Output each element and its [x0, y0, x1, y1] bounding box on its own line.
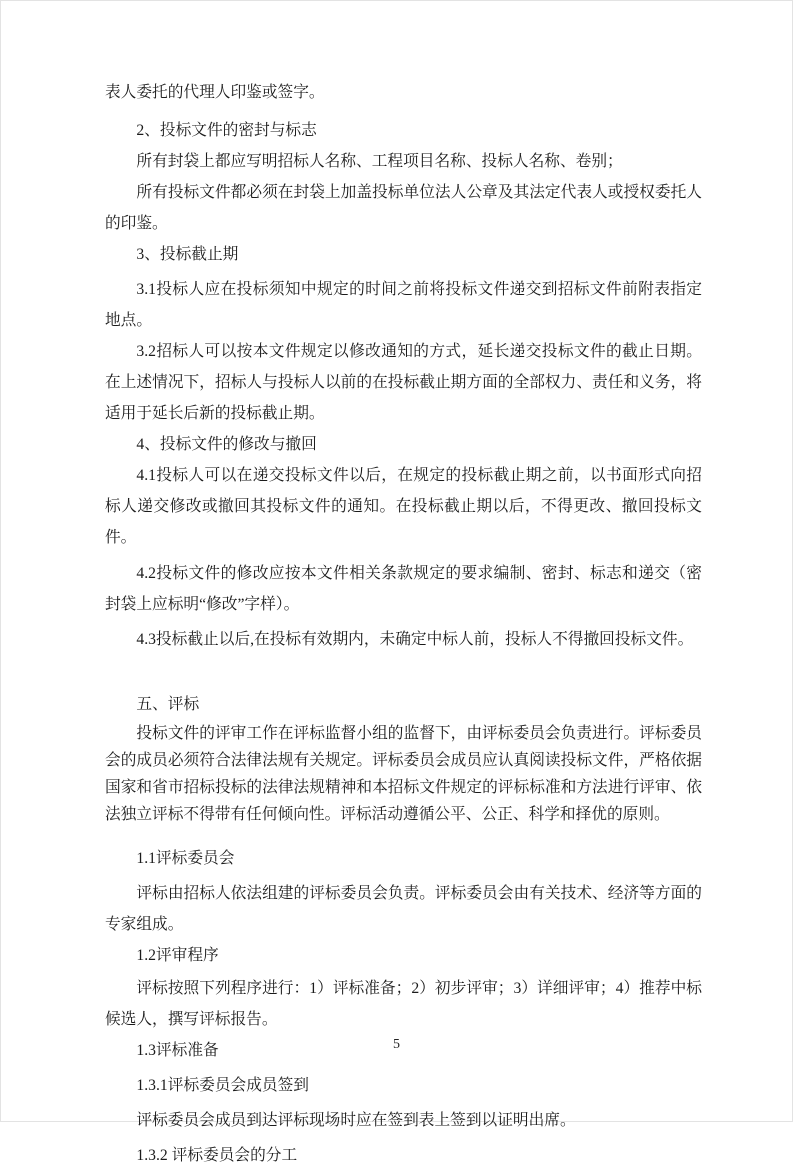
page-number: 5 [393, 1037, 400, 1052]
clause-1-2-heading-review-procedure: 1.2评审程序 [136, 947, 219, 964]
clause-4-3-no-withdrawal: 4.3投标截止以后,在投标有效期内，未确定中标人前，投标人不得撤回投标文件。 [136, 631, 694, 648]
clause-1-3-1-heading-member-signin: 1.3.1评标委员会成员签到 [136, 1077, 309, 1094]
para-signin-sheet: 评标委员会成员到达评标现场时应在签到表上签到以证明出席。 [136, 1112, 576, 1129]
para-envelope-stamping: 所有投标文件都必须在封袋上加盖投标单位法人公章及其法定代表人或授权委托人的印鉴。 [105, 184, 702, 232]
clause-4-heading-modification-withdrawal: 4、投标文件的修改与撤回 [136, 436, 317, 453]
clause-1-1-heading-evaluation-committee: 1.1评标委员会 [136, 850, 235, 867]
para-committee-composition: 评标由招标人依法组建的评标委员会负责。评标委员会由有关技术、经济等方面的专家组成。 [105, 885, 702, 933]
para-envelope-labeling: 所有封袋上都应写明招标人名称、工程项目名称、投标人名称、卷别； [136, 153, 623, 170]
document-body [105, 77, 702, 1171]
clause-3-1-submission-location: 3.1投标人应在投标须知中规定的时间之前将投标文件递交到招标文件前附表指定地点。 [105, 281, 702, 329]
clause-1-3-2-heading-committee-division: 1.3.2 评标委员会的分工 [136, 1147, 298, 1164]
para-evaluation-committee-intro: 投标文件的评审工作在评标监督小组的监督下，由评标委员会负责进行。评标委员会的成员必须符合法律法规有关规定。评标委员会成员应认真阅读投标文件，严格依据国家和省市招标投标的法律法规精神和本招标文件规定的评标标准和方法进行评审、依法独立评标不得带有任何倾向性。评标活动遵循公平、公正、科学和择优的原则。 [105, 725, 702, 823]
clause-1-3-heading-evaluation-preparation: 1.3评标准备 [136, 1042, 219, 1059]
clause-3-heading-bid-deadline: 3、投标截止期 [136, 246, 239, 263]
clause-2-heading-sealing-marking: 2、投标文件的密封与标志 [136, 122, 317, 139]
section-5-heading-bid-evaluation: 五、评标 [136, 696, 200, 713]
clause-3-2-deadline-extension: 3.2招标人可以按本文件规定以修改通知的方式，延长递交投标文件的截止日期。在上述情况下，招标人与投标人以前的在投标截止期方面的全部权力、责任和义务，将适用于延长后新的投标截止期。 [105, 343, 702, 422]
para-evaluation-procedure-steps: 评标按照下列程序进行：1）评标准备；2）初步评审；3）详细评审；4）推荐中标候选人，撰写评标报告。 [105, 980, 702, 1028]
clause-4-1-modification-notice: 4.1投标人可以在递交投标文件以后，在规定的投标截止期之前，以书面形式向招标人递交修改或撤回其投标文件的通知。在投标截止期以后，不得更改、撤回投标文件。 [105, 467, 702, 546]
para-continuation-agent-seal: 表人委托的代理人印鉴或签字。 [105, 84, 325, 101]
clause-4-2-modification-requirements: 4.2投标文件的修改应按本文件相关条款规定的要求编制、密封、标志和递交（密封袋上应标明“修改”字样）。 [105, 565, 702, 613]
